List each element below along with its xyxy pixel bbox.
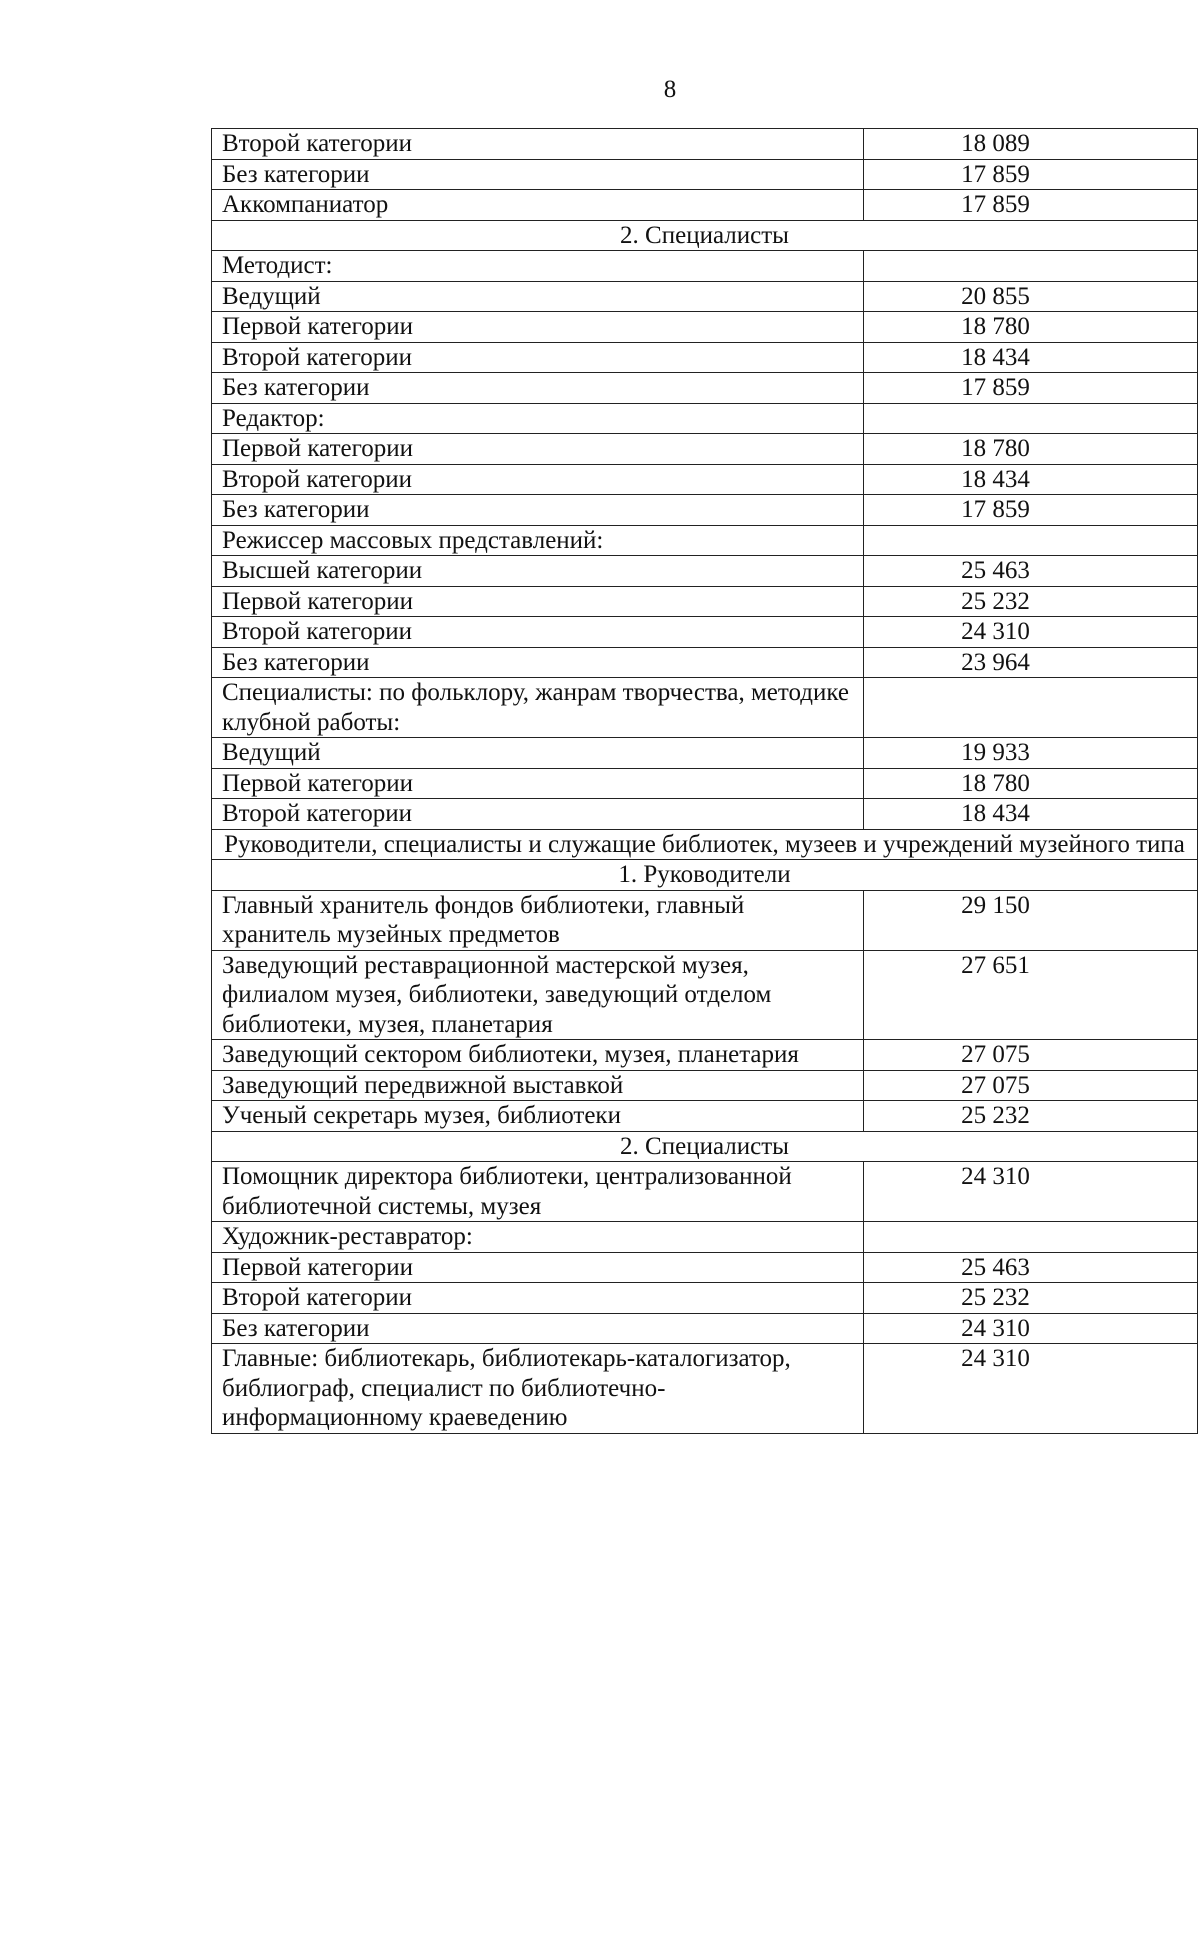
position-cell: Главные: библиотекарь, библиотекарь-каталогизатор, библиограф, специалист по библиотечно-информационному краеведению <box>212 1344 864 1434</box>
salary-cell: 24 310 <box>864 1313 1198 1344</box>
table-row <box>212 312 1198 343</box>
table-row <box>212 678 1198 738</box>
position-cell: Ведущий <box>212 281 864 312</box>
salary-cell: 18 780 <box>864 312 1198 343</box>
salary-cell: 24 310 <box>864 1344 1198 1434</box>
section-header-row <box>212 1131 1198 1162</box>
table-row <box>212 251 1198 282</box>
table-row <box>212 464 1198 495</box>
salary-cell: 25 463 <box>864 556 1198 587</box>
salary-cell <box>864 403 1198 434</box>
position-cell: Помощник директора библиотеки, централизованной библиотечной системы, музея <box>212 1162 864 1222</box>
table-row <box>212 129 1198 160</box>
position-cell: Первой категории <box>212 1252 864 1283</box>
position-cell: Методист: <box>212 251 864 282</box>
salary-cell: 18 434 <box>864 342 1198 373</box>
section-header: Руководители, специалисты и служащие библиотек, музеев и учреждений музейного типа <box>212 829 1198 860</box>
position-cell: Второй категории <box>212 464 864 495</box>
position-cell: Главный хранитель фондов библиотеки, главный хранитель музейных предметов <box>212 890 864 950</box>
position-cell: Заведующий передвижной выставкой <box>212 1070 864 1101</box>
salary-cell: 27 075 <box>864 1040 1198 1071</box>
section-header-row <box>212 220 1198 251</box>
position-cell: Ведущий <box>212 738 864 769</box>
table-row <box>212 556 1198 587</box>
position-cell: Первой категории <box>212 768 864 799</box>
table-row <box>212 768 1198 799</box>
section-header: 1. Руководители <box>212 860 1198 891</box>
salary-cell: 25 232 <box>864 1101 1198 1132</box>
table-row <box>212 1222 1198 1253</box>
table-row <box>212 495 1198 526</box>
position-cell: Художник-реставратор: <box>212 1222 864 1253</box>
position-cell: Первой категории <box>212 586 864 617</box>
position-cell: Редактор: <box>212 403 864 434</box>
position-cell: Ученый секретарь музея, библиотеки <box>212 1101 864 1132</box>
position-cell: Первой категории <box>212 312 864 343</box>
table-row <box>212 1283 1198 1314</box>
table-row <box>212 950 1198 1040</box>
table-row <box>212 403 1198 434</box>
position-cell: Без категории <box>212 647 864 678</box>
salary-cell: 23 964 <box>864 647 1198 678</box>
salary-table-body <box>212 129 1198 1434</box>
salary-cell: 27 651 <box>864 950 1198 1040</box>
salary-cell: 17 859 <box>864 190 1198 221</box>
table-row <box>212 434 1198 465</box>
position-cell: Без категории <box>212 495 864 526</box>
salary-cell: 24 310 <box>864 1162 1198 1222</box>
position-cell: Аккомпаниатор <box>212 190 864 221</box>
salary-cell: 18 434 <box>864 799 1198 830</box>
table-row <box>212 617 1198 648</box>
salary-cell: 17 859 <box>864 495 1198 526</box>
position-cell: Заведующий реставрационной мастерской музея, филиалом музея, библиотеки, заведующий отделом библиотеки, музея, планетария <box>212 950 864 1040</box>
table-row <box>212 586 1198 617</box>
position-cell: Второй категории <box>212 799 864 830</box>
table-row <box>212 1101 1198 1132</box>
table-row <box>212 647 1198 678</box>
table-row <box>212 1344 1198 1434</box>
salary-cell: 18 434 <box>864 464 1198 495</box>
salary-cell <box>864 251 1198 282</box>
section-header: 2. Специалисты <box>212 220 1198 251</box>
position-cell: Высшей категории <box>212 556 864 587</box>
salary-cell: 20 855 <box>864 281 1198 312</box>
salary-cell: 25 232 <box>864 586 1198 617</box>
table-row <box>212 342 1198 373</box>
position-cell: Заведующий сектором библиотеки, музея, планетария <box>212 1040 864 1071</box>
table-row <box>212 373 1198 404</box>
salary-cell: 18 089 <box>864 129 1198 160</box>
table-row <box>212 799 1198 830</box>
salary-cell: 17 859 <box>864 373 1198 404</box>
table-row <box>212 890 1198 950</box>
position-cell: Второй категории <box>212 342 864 373</box>
position-cell: Без категории <box>212 373 864 404</box>
position-cell: Второй категории <box>212 617 864 648</box>
position-cell: Второй категории <box>212 129 864 160</box>
table-row <box>212 159 1198 190</box>
position-cell: Без категории <box>212 1313 864 1344</box>
position-cell: Второй категории <box>212 1283 864 1314</box>
page-number: 8 <box>663 76 677 103</box>
salary-cell: 27 075 <box>864 1070 1198 1101</box>
salary-cell: 18 780 <box>864 434 1198 465</box>
salary-cell: 25 232 <box>864 1283 1198 1314</box>
section-header-row <box>212 829 1198 860</box>
table-row <box>212 738 1198 769</box>
table-row <box>212 190 1198 221</box>
salary-cell: 18 780 <box>864 768 1198 799</box>
salary-table <box>211 128 1198 1434</box>
salary-cell: 25 463 <box>864 1252 1198 1283</box>
table-row <box>212 525 1198 556</box>
salary-cell: 29 150 <box>864 890 1198 950</box>
section-header: 2. Специалисты <box>212 1131 1198 1162</box>
section-header-row <box>212 860 1198 891</box>
table-row <box>212 1252 1198 1283</box>
position-cell: Режиссер массовых представлений: <box>212 525 864 556</box>
salary-cell <box>864 525 1198 556</box>
table-row <box>212 1070 1198 1101</box>
salary-cell <box>864 1222 1198 1253</box>
salary-cell: 24 310 <box>864 617 1198 648</box>
salary-cell: 19 933 <box>864 738 1198 769</box>
table-row <box>212 1040 1198 1071</box>
position-cell: Первой категории <box>212 434 864 465</box>
table-row <box>212 1313 1198 1344</box>
table-row <box>212 281 1198 312</box>
position-cell: Специалисты: по фольклору, жанрам творчества, методике клубной работы: <box>212 678 864 738</box>
position-cell: Без категории <box>212 159 864 190</box>
salary-cell <box>864 678 1198 738</box>
table-row <box>212 1162 1198 1222</box>
salary-cell: 17 859 <box>864 159 1198 190</box>
